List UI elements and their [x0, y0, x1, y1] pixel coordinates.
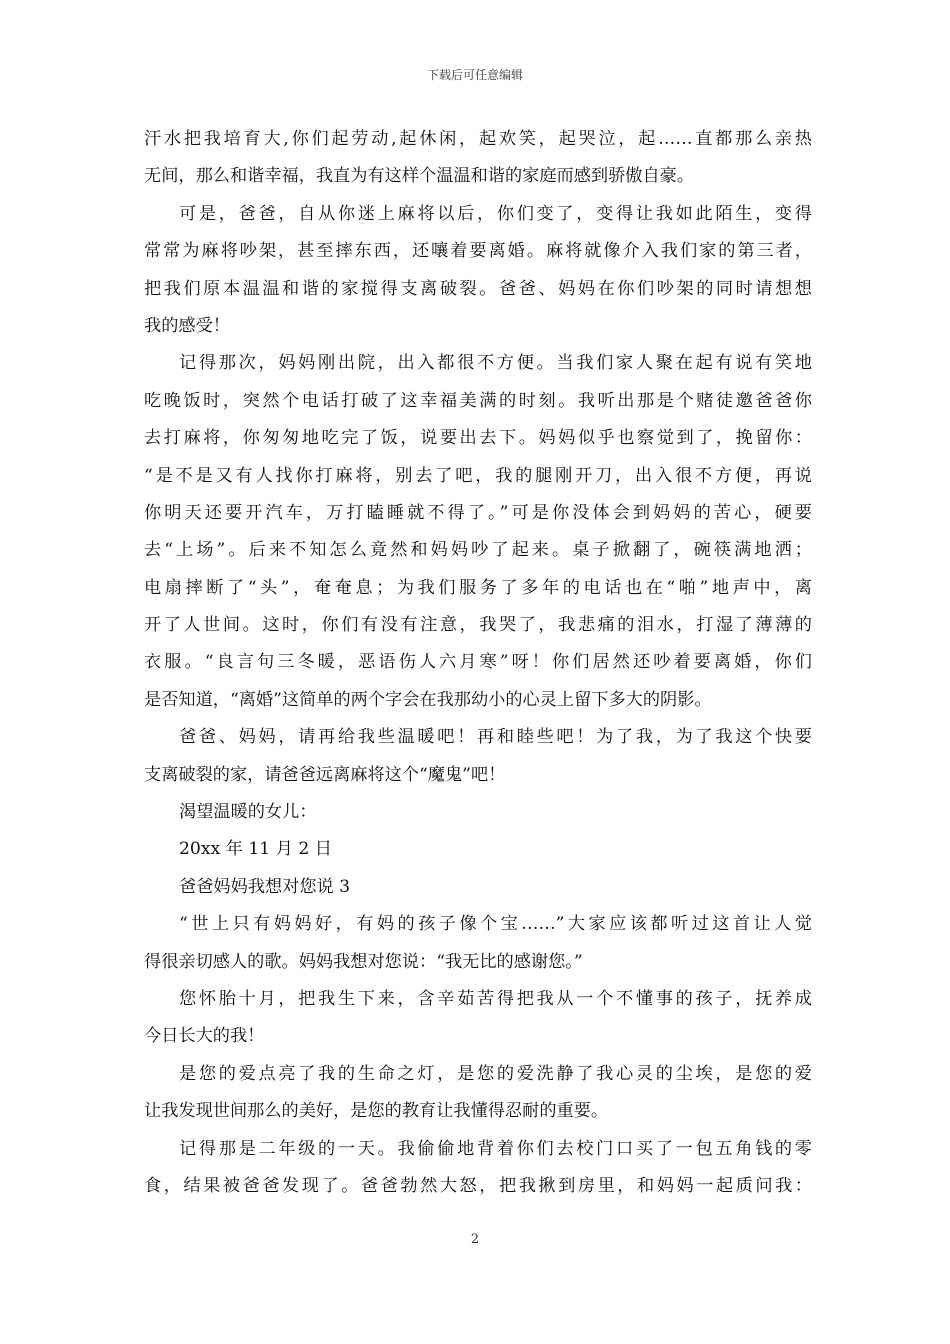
text-line: 今日长大的我！ [144, 1026, 265, 1047]
text-line: 衣服。“良言句三冬暖，恶语伤人六月寒”呀！你们居然还吵着要离婚，你们 [144, 652, 812, 673]
text-line: 20xx 年 11 月 2 日 [179, 839, 332, 860]
text-line: 渴望温暖的女儿： [179, 802, 317, 823]
text-line: 电扇摔断了“头”，奄奄息；为我们服务了多年的电话也在“啪”地声中，离 [144, 577, 812, 598]
page-number: 2 [470, 1232, 480, 1247]
text-line: 吃晚饭时，突然个电话打破了这幸福美满的时刻。我听出那是个赌徒邀爸爸你 [144, 390, 812, 411]
text-line: 记得那是二年级的一天。我偷偷地背着你们去校门口买了一包五角钱的零 [179, 1138, 812, 1159]
text-line: 无间，那么和谐幸福，我直为有这样个温温和谐的家庭而感到骄傲自豪。 [144, 166, 695, 187]
text-line: 是您的爱点亮了我的生命之灯，是您的爱洗静了我心灵的尘埃，是您的爱 [179, 1063, 812, 1084]
text-line: 食，结果被爸爸发现了。爸爸勃然大怒，把我揪到房里，和妈妈一起质问我： [144, 1175, 812, 1196]
text-line: 您怀胎十月，把我生下来，含辛茹苦得把我从一个不懂事的孩子，抚养成 [179, 988, 812, 1009]
page-header: 下载后可任意编辑 [426, 68, 523, 82]
text-line: 是否知道，“离婚”这简单的两个字会在我那幼小的心灵上留下多大的阴影。 [144, 689, 712, 710]
text-line: 你明天还要开汽车，万打瞌睡就不得了。”可是你没体会到妈妈的苦心，硬要 [144, 502, 812, 523]
text-line: 去打麻将，你匆匆地吃完了饭，说要出去下。妈妈似乎也察觉到了，挽留你： [144, 428, 812, 449]
text-line: 爸爸妈妈我想对您说 3 [179, 876, 351, 897]
text-line: 爸爸、妈妈，请再给我些温暖吧！再和睦些吧！为了我，为了我这个快要 [179, 727, 812, 748]
text-line: 汗水把我培育大,你们起劳动,起休闲，起欢笑，起哭泣，起……直都那么亲热 [144, 129, 812, 149]
text-line: 把我们原本温温和谐的家搅得支离破裂。爸爸、妈妈在你们吵架的同时请想想 [144, 278, 812, 299]
text-line: “世上只有妈妈好，有妈的孩子像个宝……”大家应该都听过这首让人觉 [179, 914, 812, 935]
text-line: 去“上场”。后来不知怎么竟然和妈妈吵了起来。桌子掀翻了，碗筷满地洒； [144, 540, 812, 561]
document-body [144, 121, 812, 1205]
text-line: 开了人世间。这时，你们有没有注意，我哭了，我悲痛的泪水，打湿了薄薄的 [144, 615, 812, 636]
text-line: 我的感受！ [144, 315, 230, 336]
text-line: 让我发现世间那么的美好，是您的教育让我懂得忍耐的重要。 [144, 1101, 609, 1122]
text-line: 支离破裂的家，请爸爸远离麻将这个“魔鬼”吧！ [144, 764, 506, 785]
text-line: 可是，爸爸，自从你迷上麻将以后，你们变了，变得让我如此陌生，变得 [179, 203, 812, 224]
text-line: 得很亲切感人的歌。妈妈我想对您说：“我无比的感谢您。” [144, 951, 583, 972]
text-line: “是不是又有人找你打麻将，别去了吧，我的腿刚开刀，出入很不方便，再说 [144, 465, 812, 486]
text-line: 常常为麻将吵架，甚至摔东西，还嚷着要离婚。麻将就像介入我们家的第三者， [144, 241, 812, 262]
text-line: 记得那次，妈妈刚出院，出入都很不方便。当我们家人聚在起有说有笑地 [179, 353, 812, 374]
